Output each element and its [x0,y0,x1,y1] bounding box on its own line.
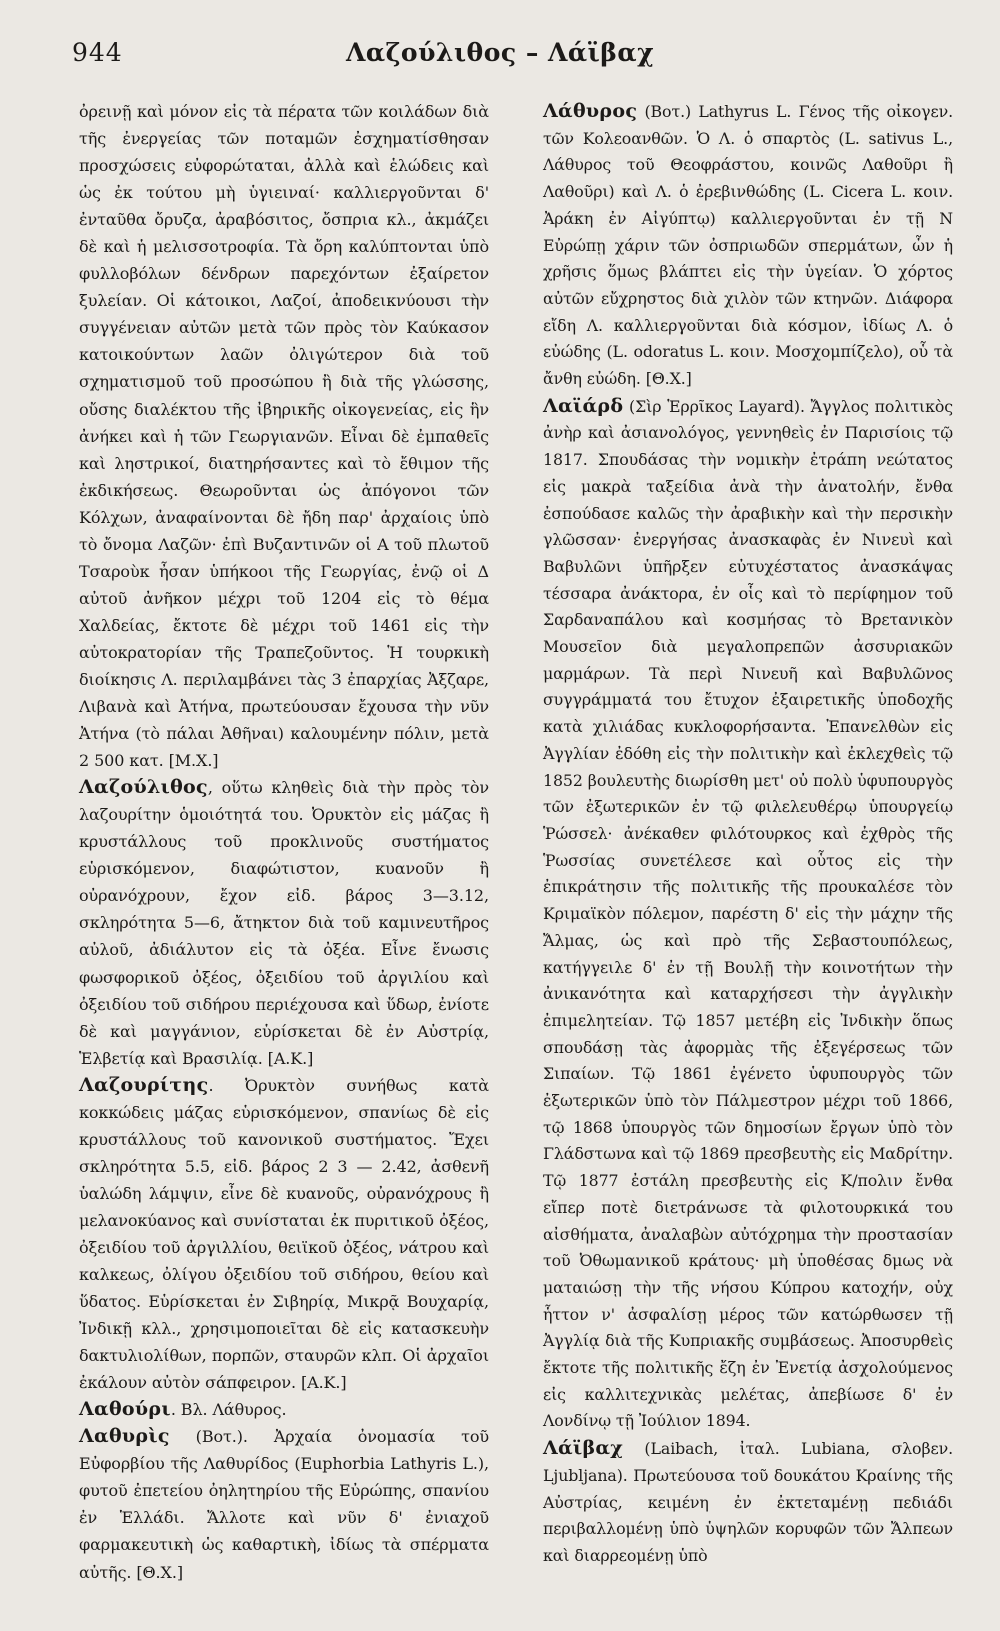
entry-text: (Βοτ.) Lathyrus L. Γένος τῆς οἰκογεν. τῶν Κολεοανθῶν. Ὁ Λ. ὁ σπαρτὸς (L. sativus L., Λάθυρος τοῦ Θεοφράστου, κοινῶς Λαθοῦρι ἢ Λαθοῦρι) καὶ Λ. ὁ ἐρεβινθώδης (L. Cicera L. κοιν. Ἀράκη ἐν Αἰγύπτῳ) καλλιεργοῦνται ἐν τῇ Ν Εὐρώπῃ χάριν τῶν ὀσπριωδῶν σπερμάτων, ὧν ἡ χρῆσις ὅμως βλάπτει εἰς τὴν ὑγείαν. Ὁ χόρτος αὐτῶν εὔχρηστος διὰ χιλὸν τῶν κτηνῶν. Διάφορα εἴδη Λ. καλλιεργοῦνται διὰ κόσμον, ἰδίως Λ. ὁ εὐώδης (L. odoratus L. κοιν. Μοσχομπίζελο), οὗ τὰ ἄνθη εὐώδη. [Θ.Χ.] [543,102,953,389]
running-head: Λαζούλιθος – Λάϊβαχ [345,38,655,67]
headword: Λαθυρὶς [79,1425,170,1448]
left-column [79,98,489,1586]
entry-lathouri [79,1396,489,1423]
headword: Λαθούρι [79,1398,171,1421]
entry-text: (Σὶρ Ἑρρῖκος Layard). Ἄγγλος πολιτικὸς ἀνὴρ καὶ ἀσιανολόγος, γεννηθεὶς ἐν Παρισίοις τῷ 1817. Σπουδάσας τὴν νομικὴν ἐτράπη νεώτατος εἰς μακρὰ ταξείδια ἀνὰ τὴν ἀνατολήν, ἔνθα ἐσπούδασε καλῶς τὴν ἀραβικὴν καὶ τὴν περσικὴν γλῶσσαν· ἐνεργήσας ἀνασκαφὰς ἐν Νινευὶ καὶ Βαβυλῶνι ὑπῆρξεν εὐτυχέστατος ἀνασκάψας τέσσαρα ἀνάκτορα, ἐν οἷς καὶ τὸ περίφημον τοῦ Σαρδαναπάλου καὶ κοσμήσας τὸ Βρετανικὸν Μουσεῖον διὰ μεγαλοπρεπῶν ἀσσυριακῶν μαρμάρων. Τὰ περὶ Νινευῆ καὶ Βαβυλῶνος συγγράμματά του ἔτυχον ἐξαιρετικῆς ὑποδοχῆς κατὰ χιλιάδας κυκλοφορήσαντα. Ἐπανελθὼν εἰς Ἀγγλίαν ἐδόθη εἰς τὴν πολιτικὴν καὶ ἐκλεχθεὶς τῷ 1852 βουλευτὴς διωρίσθη μετ' οὐ πολὺ ὑφυπουργὸς τῶν ἐξωτερικῶν ἐν τῷ φιλελευθέρῳ ὑπουργείῳ Ῥώσσελ· ἀνέκαθεν φιλότουρκος καὶ ἐχθρὸς τῆς Ῥωσσίας συνετέλεσε καὶ οὗτος εἰς τὴν ἐπικράτησιν τῆς πολιτικῆς τῆς προυκαλέσε τὸν Κριμαϊκὸν πόλεμον, παρέστη δ' εἰς τὴν μάχην τῆς Ἄλμας, ὡς καὶ πρὸ τῆς Σεβαστουπόλεως, κατήγγειλε δ' ἐν τῇ Βουλῇ τὴν κοινοτήτων τὴν ἀνικανότητα καὶ καταρχήσεσι τὴν ἀγγλικὴν ἐπιμελητείαν. Τῷ 1857 μετέβη εἰς Ἰνδικὴν ὅπως σπουδάσῃ τὰς ἀφορμὰς τῆς ἐξεγέρσεως τῶν Σιπαίων. Τῷ 1861 ἐγένετο ὑφυπουργὸς τῶν ἐξωτερικῶν ὑπὸ τὸν Πάλμεστρον μέχρι τοῦ 1866, τῷ 1868 ὑπουργὸς τῶν δημοσίων ἔργων ὑπὸ τὸν Γλάδστωνα καὶ τῷ 1869 πρεσβευτὴς εἰς Μαδρίτην. Τῷ 1877 ἐστάλη πρεσβευτὴς εἰς Κ/πολιν ἔνθα εἴπερ ποτὲ διετράνωσε τὰ φιλοτουρκικά του αἰσθήματα, ἀναλαβὼν αὐτόχρημα τὴν προστασίαν τοῦ Ὀθωμανικοῦ κράτους· μὴ ὑποθέσας δμως νὰ ματαιώσῃ τὴν τῆς νήσου Κύπρου κατοχήν, οὐχ ἧττον ν' ἀσφαλίσῃ μέρος τῶν κατώρθωσεν τῇ Ἀγγλίᾳ διὰ τῆς Κυπριακῆς συμβάσεως. Ἀποσυρθεὶς ἔκτοτε τῆς πολιτικῆς ἔζη ἐν Ἐνετίᾳ ἀσχολούμενος εἰς καλλιτεχνικὰς μελέτας, ἀπεβίωσε δ' ἐν Λονδίνῳ τῇ Ἰούλιον 1894. [543,396,953,1431]
entry-text: (Βοτ.). Ἀρχαία ὀνομασία τοῦ Εὐφορβίου τῆς Λαθυρίδος (Euphorbia Lathyris L.), φυτοῦ ἐπετείου ὀηλητηρίου τῆς Εὐρώπης, σπανίου ἐν Ἑλλάδι. Ἄλλοτε καὶ νῦν δ' ἐνιαχοῦ φαρμακευτικὴ ὡς καθαρτικὴ, ἰδίως τὰ σπέρματα αὐτῆς. [Θ.Χ.] [79,1427,489,1582]
right-column [543,98,953,1570]
entry-laibach [543,1435,953,1570]
entry-text: , οὕτω κληθεὶς διὰ τὴν πρὸς τὸν λαζουρίτην ὁμοιότητά του. Ὀρυκτὸν εἰς μάζας ἢ κρυστάλλους τοῦ προκλινοῦς συστήματος εὑρισκόμενον, διαφώτιστον, κυανοῦν ἢ οὐρανόχρουν, ἔχον εἰδ. βάρος 3—3.12, σκληρότητα 5—6, ἄτηκτον διὰ τοῦ καμινευτῆρος αὐλοῦ, ἀδιάλυτον εἰς τὰ ὀξέα. Εἶνε ἔνωσις φωσφορικοῦ ὀξέος, ὀξειδίου τοῦ ἀργιλίου καὶ ὀξειδίου τοῦ σιδήρου περιέχουσα καὶ ὕδωρ, ἐνίοτε δὲ καὶ μαγγάνιον, εὑρίσκεται δὲ ἐν Αὐστρίᾳ, Ἑλβετίᾳ καὶ Βρασιλίᾳ. [Α.Κ.] [79,778,489,1068]
entry-text: . Βλ. Λάθυρος. [170,1400,287,1420]
entry-lathyros [543,98,953,393]
entry-lathyris [79,1423,489,1585]
page-header [0,38,1000,78]
page-number: 944 [72,38,123,67]
headword: Λαζουρίτης [79,1073,209,1096]
continued-entry-text: ὀρεινῇ καὶ μόνον εἰς τὰ πέρατα τῶν κοιλάδων διὰ τῆς ἐνεργείας τῶν ποταμῶν ἐσχηματίσθησαν προσχώσεις εὐφορώταται, ἀλλὰ καὶ ἑλώδεις καὶ ὡς ἐκ τούτου μὴ ὑγιειναί· καλλιεργοῦνται δ' ἐνταῦθα ὄρυζα, ἀραβόσιτος, ὄσπρια κλ., ἀκμάζει δὲ καὶ ἡ μελισσοτροφία. Τὰ ὄρη καλύπτονται ὑπὸ φυλλοβόλων δένδρων παρεχόντων ἐξαίρετον ξυλείαν. Οἱ κάτοικοι, Λαζοί, ἀποδεικνύουσι τὴν συγγένειαν αὐτῶν μετὰ τῶν πρὸς τὸν Καύκασον κατοικούντων λαῶν ὀλιγώτερον διὰ τοῦ σχηματισμοῦ τοῦ προσώπου ἢ διὰ τῆς γλώσσης, οὔσης διαλέκτου τῆς ἰβηρικῆς οἰκογενείας, εἰς ἣν ἀνήκει καὶ ἡ τῶν Γεωργιανῶν. Εἶναι δὲ ἐμπαθεῖς καὶ ληστρικοί, διατηρήσαντες καὶ τὸ ἔθιμον τῆς ἐκδικήσεως. Θεωροῦνται ὡς ἀπόγονοι τῶν Κόλχων, ἀναφαίνονται δὲ ἤδη παρ' ἀρχαίοις ὑπὸ τὸ ὄνομα Λαζῶν· ἐπὶ Βυζαντινῶν οἱ Α τοῦ πλωτοῦ Τσαροὺκ ἦσαν ὑπήκοοι τῆς Γεωργίας, ἐνῷ οἱ Δ αὐτοῦ ἀνῆκον μέχρι τοῦ 1204 εἰς τὸ θέμα Χαλδείας, ἔκτοτε δὲ μέχρι τοῦ 1461 εἰς τὴν αὐτοκρατορίαν τῆς Τραπεζοῦντος. Ἡ τουρκικὴ διοίκησις Λ. περιλαμβάνει τὰς 3 ἐπαρχίας Ἀξζαρε, Λιβανὰ καὶ Ἀτήνα, πρωτεύουσαν ἔχουσα τὴν νῦν Ἀτήνα (τὸ πάλαι Ἀθῆναι) καλουμένην πόλιν, μετὰ 2 500 κατ. [Μ.Χ.] [79,102,489,771]
headword: Λάϊβαχ [543,1437,624,1460]
headword: Λαϊάρδ [543,394,624,417]
entry-layard [543,393,953,1435]
headword: Λαζούλιθος [79,776,208,799]
entry-text: . Ὀρυκτὸν συνήθως κατὰ κοκκώδεις μάζας εὑρισκόμενον, σπανίως δὲ εἰς κρυστάλλους τοῦ κανονικοῦ συστήματος. Ἔχει σκληρότητα 5.5, εἰδ. βάρος 2 3 — 2.42, ἀσθενῆ ὑαλώδη λάμψιν, εἶνε δὲ κυανοῦς, οὐρανόχρους ἢ μελανοκύανος καὶ συνίσταται ἐκ πυριτικοῦ ὀξέος, ὀξειδίου τοῦ ἀργιλλίου, θειϊκοῦ ὀξέος, νάτρου καὶ καλκεως, ὀλίγου ὀξειδίου τοῦ σιδήρου, θείου καὶ ὕδατος. Εὑρίσκεται ἐν Σιβηρίᾳ, Μικρᾷ Βουχαρίᾳ, Ἰνδικῇ κλλ., χρησιμοποιεῖται δὲ εἰς κατασκευὴν δακτυλιολίθων, πορπῶν, σταυρῶν κλπ. Οἱ ἀρχαῖοι ἐκάλουν αὐτὸν σάπφειρον. [Α.Κ.] [79,1075,489,1393]
headword: Λάθυρος [543,100,638,122]
entry-text: (Laibach, ἰταλ. Lubiana, σλοβεν. Ljubljana). Πρωτεύουσα τοῦ δουκάτου Κραίνης τῆς Αὐστρίας, κειμένη ἐν ἐκτεταμένῃ πεδιάδι περιβαλλομένῃ ὑπὸ ὑψηλῶν κορυφῶν τῶν Ἄλπεων καὶ διαρρεομένῃ ὑπὸ [543,1439,953,1565]
entry-lazoulithos [79,774,489,1072]
entry-lazouritis [79,1072,489,1397]
